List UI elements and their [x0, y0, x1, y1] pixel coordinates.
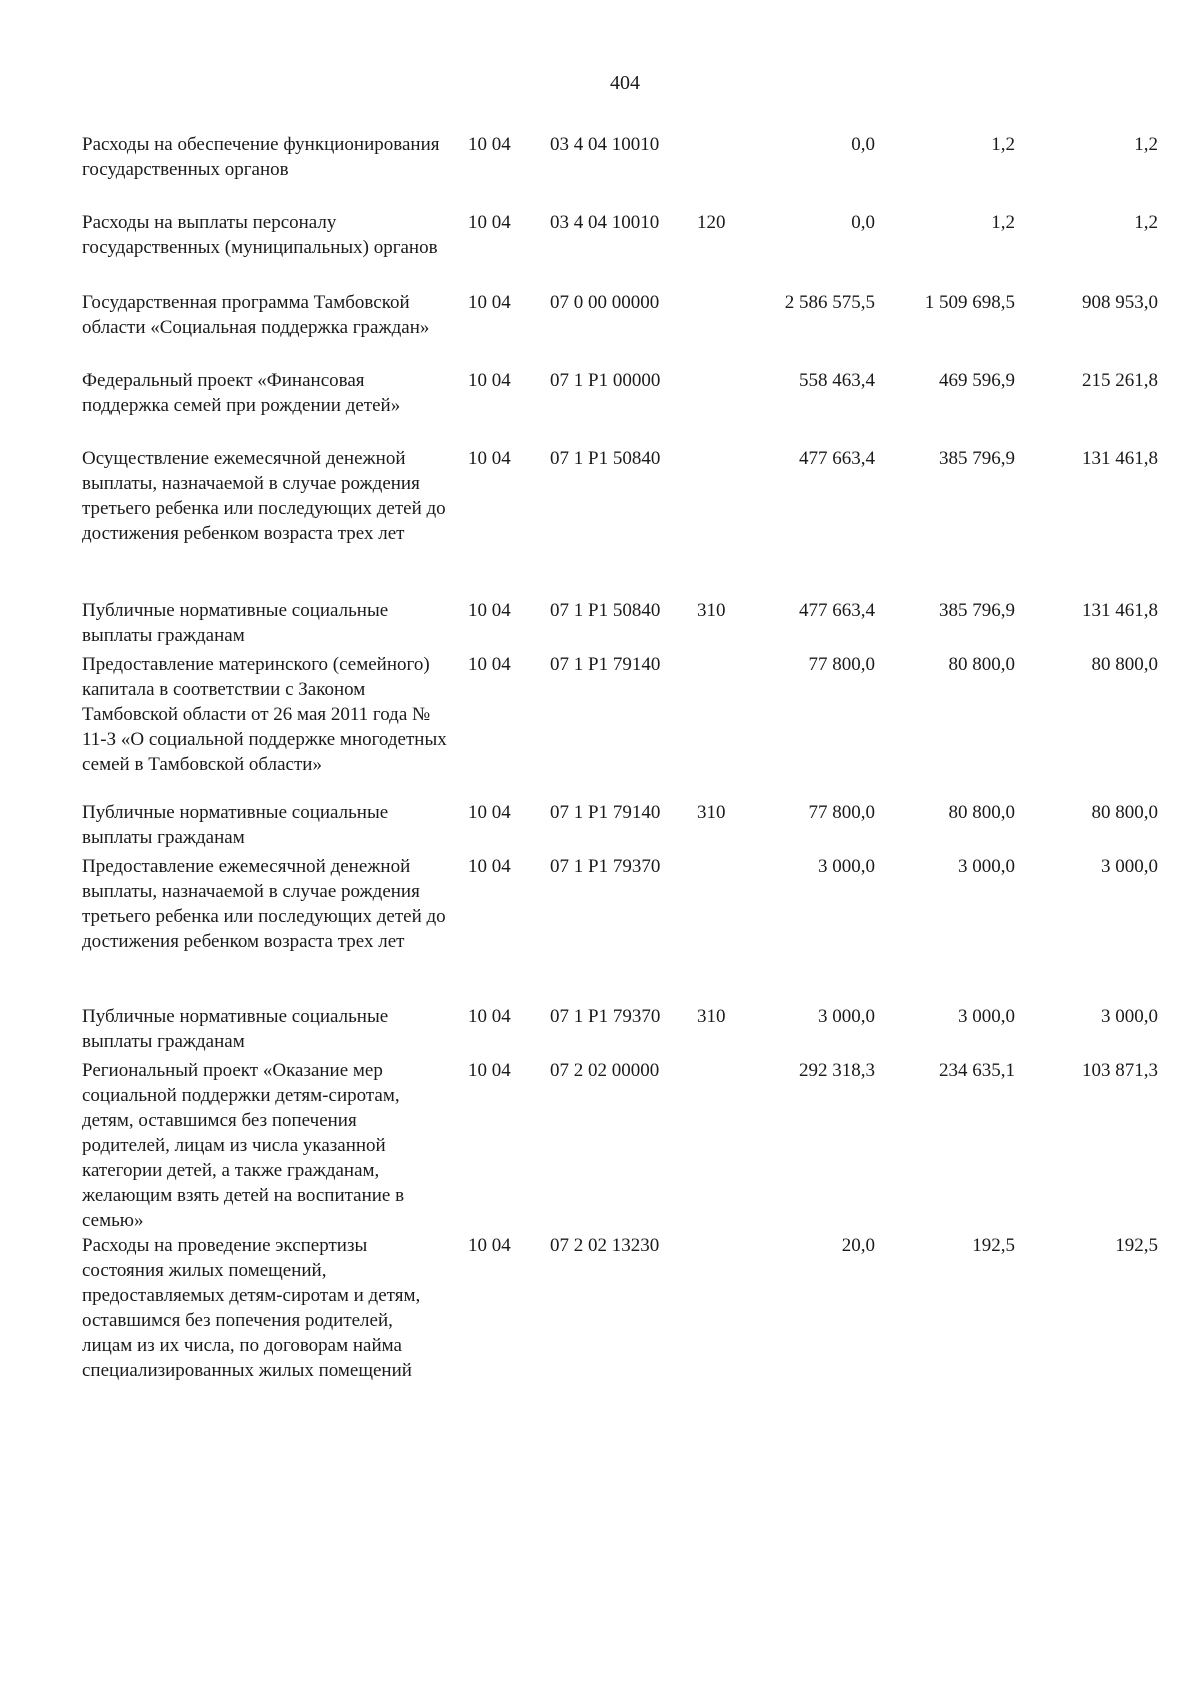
row-section: 10 04 [468, 1060, 511, 1081]
row-name: Федеральный проект «Финансовая поддержка семей при рождении детей» [82, 370, 401, 416]
row-value-1: 292 318,3 [799, 1060, 875, 1081]
row-value-3: 80 800,0 [1091, 802, 1158, 823]
row-section: 10 04 [468, 212, 511, 233]
row-value-1: 477 663,4 [799, 448, 875, 469]
row-name: Региональный проект «Оказание мер социальной поддержки детям-сиротам, детям, оставшимся без попечения родителей, лицам из числа указанной категории детей, а также гражданам, желающим взять детей на воспитание в семью» [82, 1060, 405, 1231]
row-name: Публичные нормативные социальные выплаты гражданам [82, 1006, 389, 1052]
row-section: 10 04 [468, 1235, 511, 1256]
row-expense-type: 310 [697, 802, 726, 823]
row-code: 07 1 P1 50840 [550, 600, 661, 621]
row-name: Предоставление ежемесячной денежной выплаты, назначаемой в случае рождения третьего ребенка или последующих детей до достижения ребенком возраста трех лет [82, 856, 446, 952]
row-value-1: 20,0 [841, 1235, 875, 1256]
row-value-3: 215 261,8 [1082, 370, 1158, 391]
row-value-2: 469 596,9 [939, 370, 1015, 391]
row-value-2: 1,2 [991, 212, 1015, 233]
row-code: 07 1 P1 50840 [550, 448, 661, 469]
row-section: 10 04 [468, 600, 511, 621]
row-section: 10 04 [468, 856, 511, 877]
row-section: 10 04 [468, 292, 511, 313]
page-number: 404 [610, 72, 640, 94]
row-code: 03 4 04 10010 [550, 212, 660, 233]
row-value-3: 3 000,0 [1101, 856, 1158, 877]
row-value-1: 77 800,0 [808, 802, 875, 823]
row-value-1: 558 463,4 [799, 370, 875, 391]
row-value-2: 385 796,9 [939, 448, 1015, 469]
row-code: 07 2 02 13230 [550, 1235, 660, 1256]
row-section: 10 04 [468, 370, 511, 391]
row-code: 07 0 00 00000 [550, 292, 660, 313]
row-value-1: 77 800,0 [808, 654, 875, 675]
row-name: Публичные нормативные социальные выплаты гражданам [82, 802, 389, 848]
row-value-2: 3 000,0 [958, 1006, 1015, 1027]
row-value-1: 477 663,4 [799, 600, 875, 621]
row-value-3: 908 953,0 [1082, 292, 1158, 313]
row-value-3: 80 800,0 [1091, 654, 1158, 675]
row-value-3: 1,2 [1134, 212, 1158, 233]
row-value-2: 192,5 [972, 1235, 1015, 1256]
row-code: 07 1 P1 79370 [550, 1006, 661, 1027]
row-value-1: 2 586 575,5 [784, 292, 875, 313]
row-value-3: 103 871,3 [1082, 1060, 1158, 1081]
row-value-2: 3 000,0 [958, 856, 1015, 877]
row-code: 07 2 02 00000 [550, 1060, 660, 1081]
row-name: Предоставление материнского (семейного) капитала в соответствии с Законом Тамбовской области от 26 мая 2011 года № 11-З «О социальной поддержке многодетных семей в Тамбовской области» [82, 654, 447, 775]
row-code: 03 4 04 10010 [550, 134, 660, 155]
row-value-3: 131 461,8 [1082, 600, 1158, 621]
row-value-2: 80 800,0 [948, 802, 1015, 823]
row-section: 10 04 [468, 448, 511, 469]
row-expense-type: 120 [697, 212, 726, 233]
row-code: 07 1 P1 79370 [550, 856, 661, 877]
row-name: Публичные нормативные социальные выплаты гражданам [82, 600, 389, 646]
row-section: 10 04 [468, 1006, 511, 1027]
row-value-3: 3 000,0 [1101, 1006, 1158, 1027]
row-expense-type: 310 [697, 1006, 726, 1027]
row-value-3: 131 461,8 [1082, 448, 1158, 469]
row-value-2: 1,2 [991, 134, 1015, 155]
row-expense-type: 310 [697, 600, 726, 621]
row-value-2: 80 800,0 [948, 654, 1015, 675]
row-section: 10 04 [468, 802, 511, 823]
row-value-2: 234 635,1 [939, 1060, 1015, 1081]
row-name: Расходы на выплаты персоналу государственных (муниципальных) органов [82, 212, 438, 258]
row-code: 07 1 P1 79140 [550, 802, 661, 823]
row-value-1: 3 000,0 [818, 856, 875, 877]
row-section: 10 04 [468, 654, 511, 675]
row-name: Государственная программа Тамбовской области «Социальная поддержка граждан» [82, 292, 430, 338]
row-value-2: 385 796,9 [939, 600, 1015, 621]
row-name: Осуществление ежемесячной денежной выплаты, назначаемой в случае рождения третьего ребенка или последующих детей до достижения ребенком возраста трех лет [82, 448, 446, 544]
row-name: Расходы на обеспечение функционирования государственных органов [82, 134, 440, 180]
row-value-1: 0,0 [851, 212, 875, 233]
row-value-3: 1,2 [1134, 134, 1158, 155]
row-section: 10 04 [468, 134, 511, 155]
row-name: Расходы на проведение экспертизы состояния жилых помещений, предоставляемых детям-сиротам и детям, оставшимся без попечения родителей, лицам из их числа, по договорам найма специализированных жилых помещений [82, 1235, 421, 1381]
row-value-1: 0,0 [851, 134, 875, 155]
row-code: 07 1 P1 00000 [550, 370, 661, 391]
row-value-2: 1 509 698,5 [924, 292, 1015, 313]
row-value-3: 192,5 [1115, 1235, 1158, 1256]
row-value-1: 3 000,0 [818, 1006, 875, 1027]
row-code: 07 1 P1 79140 [550, 654, 661, 675]
